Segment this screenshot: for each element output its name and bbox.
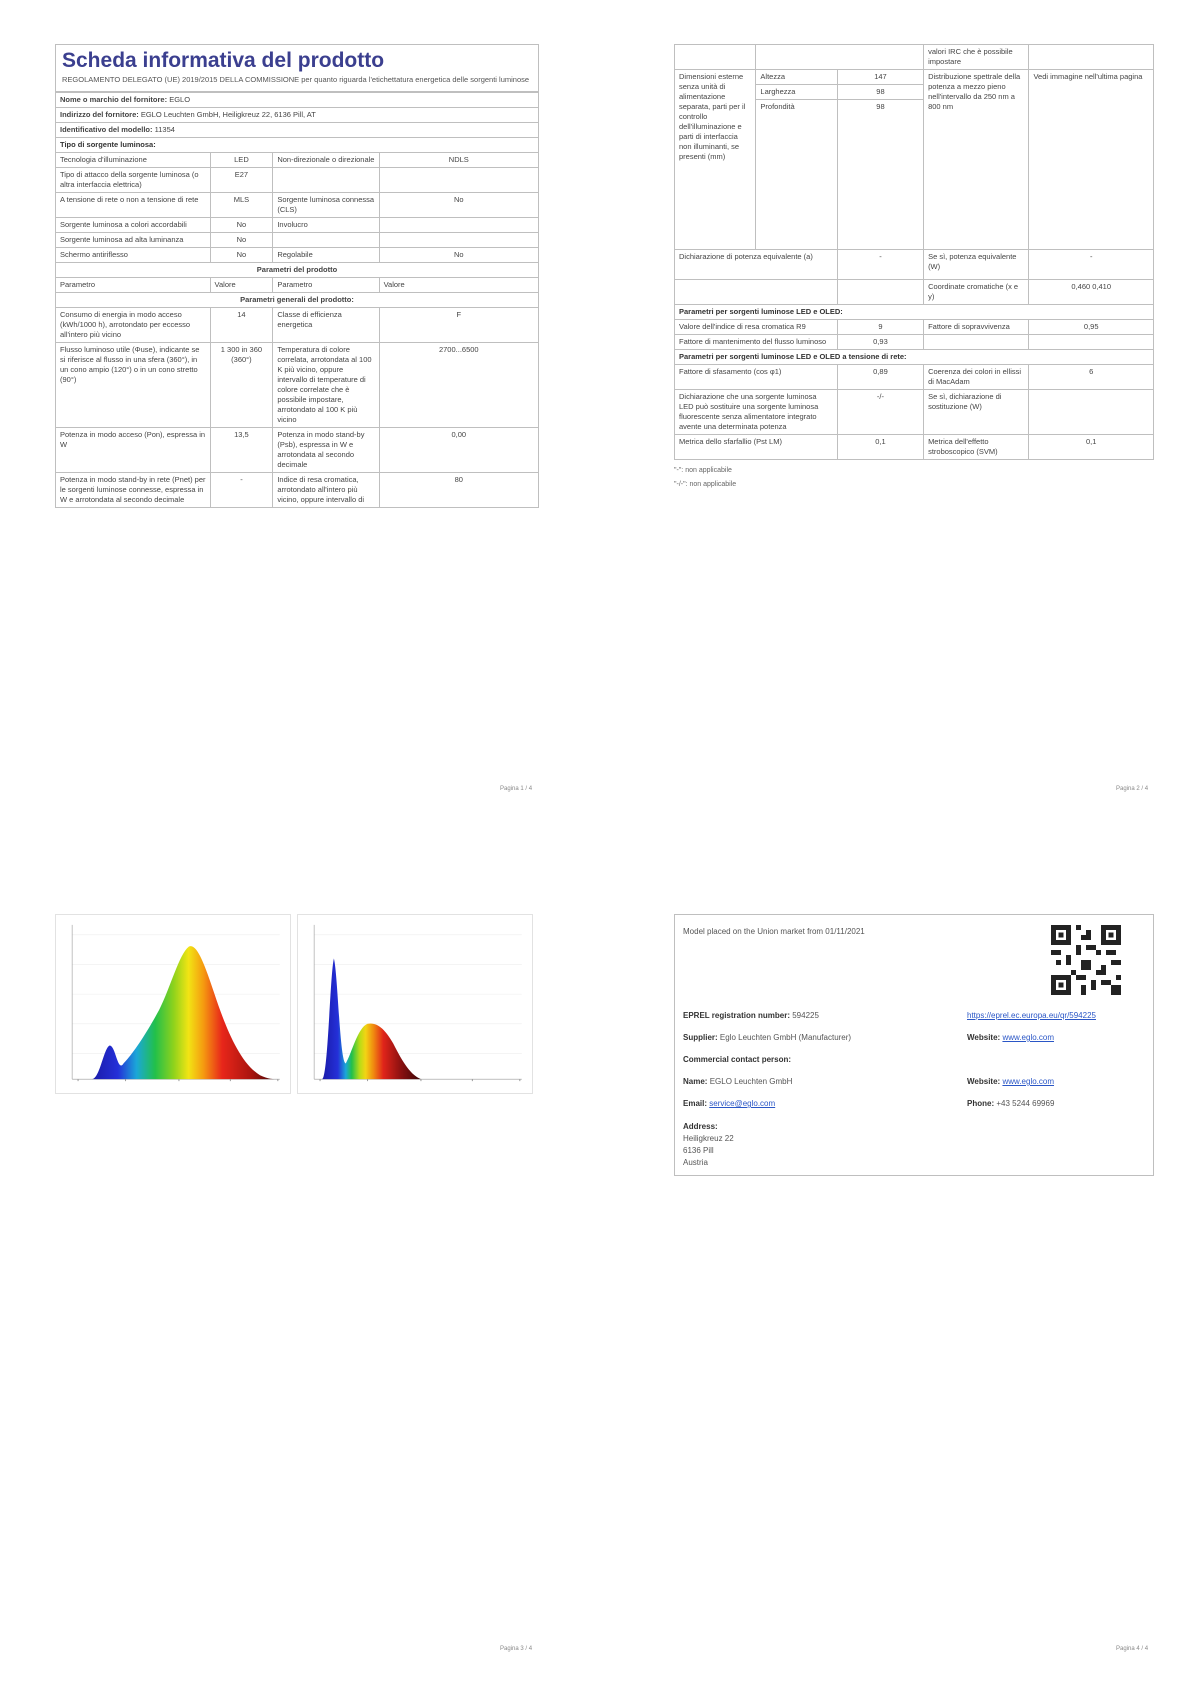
general-row [56, 308, 539, 343]
type-row [56, 218, 539, 233]
led-value-cell: 9 [837, 320, 923, 335]
email-link[interactable]: service@eglo.com [709, 1099, 776, 1108]
led-value-cell [1029, 335, 1154, 350]
dim-depth-value: 98 [837, 100, 923, 250]
general-value-cell: F [379, 308, 538, 343]
website-row [967, 1033, 1054, 1042]
page-2-number: Pagina 2 / 4 [1116, 786, 1149, 792]
dimensions-label: Dimensioni esterne senza unità di alimentazione separata, parti per il controllo dell'illuminazione e parti di interfaccia non illuminanti, se presenti (mm) [675, 70, 756, 250]
general-param-cell: Indice di resa cromatica, arrotondato all'intero più vicino, oppure intervallo di [273, 473, 379, 508]
model-label: Identificativo del modello: [60, 125, 153, 134]
website-label: Website: [967, 1033, 1001, 1042]
spectral-distribution-chart-2 [297, 914, 533, 1094]
supplier-table [55, 92, 539, 508]
general-param-cell: Temperatura di colore correlata, arrotondata al 100 K più vicino, oppure intervallo di temperature di colore correlate che è possibile impostare, arrotondato al 100 K più vicino [273, 343, 379, 428]
led-row [675, 335, 1154, 350]
led-mains-value-cell: 6 [1029, 365, 1154, 390]
type-row [56, 153, 539, 168]
type-value-cell [379, 233, 538, 248]
led-mains-param-cell: Fattore di sfasamento (cos φ1) [675, 365, 838, 390]
contact-name-row [683, 1077, 792, 1086]
col-header-param-1: Parametro [56, 278, 211, 293]
general-param-cell: Classe di efficienza energetica [273, 308, 379, 343]
spectral-distribution-label: Distribuzione spettrale della potenza a mezzo pieno nell'intervallo da 250 nm a 800 nm [924, 70, 1029, 250]
eprel-label: EPREL registration number: [683, 1011, 790, 1020]
address-label: Address: [683, 1122, 718, 1131]
footnotes [674, 464, 1154, 492]
led-mains-value-cell: 0,1 [1029, 435, 1154, 460]
type-param-cell [273, 233, 379, 248]
led-param-cell: Valore dell'indice di resa cromatica R9 [675, 320, 838, 335]
supplier-name-label: Nome o marchio del fornitore: [60, 95, 168, 104]
led-param-cell [924, 335, 1029, 350]
page-1-header [55, 44, 539, 92]
dim-height-value: 147 [837, 70, 923, 85]
general-row [56, 473, 539, 508]
general-params-heading: Parametri generali del prodotto: [56, 293, 539, 308]
regulation-subtitle: REGOLAMENTO DELEGATO (UE) 2019/2015 DELLA COMMISSIONE per quanto riguarda l'etichettatura energetica delle sorgenti luminose [62, 75, 530, 84]
type-param-cell: A tensione di rete o non a tensione di rete [56, 193, 211, 218]
equivalent-power-w-label: Se sì, potenza equivalente (W) [924, 250, 1029, 280]
general-param-cell: Potenza in modo stand-by in rete (Pnet) per le sorgenti luminose connesse, espressa in W e arrotondata al secondo decimale [56, 473, 211, 508]
equivalent-power-w-value: - [1029, 250, 1154, 280]
phone-value: +43 5244 69969 [996, 1099, 1055, 1108]
led-mains-param-cell: Metrica dell'effetto stroboscopico (SVM) [924, 435, 1029, 460]
qr-code[interactable] [1051, 925, 1121, 995]
type-param-cell: Sorgente luminosa a colori accordabili [56, 218, 211, 233]
general-value-cell: 1 300 in 360 (360°) [210, 343, 273, 428]
type-value-cell: No [210, 218, 273, 233]
type-value-cell: No [379, 193, 538, 218]
type-param-cell [273, 168, 379, 193]
led-param-cell: Fattore di mantenimento del flusso luminoso [675, 335, 838, 350]
page-4-number: Pagina 4 / 4 [1116, 1646, 1149, 1652]
led-mains-row [675, 390, 1154, 435]
dim-width-label: Larghezza [756, 85, 837, 100]
supplier-address-label: Indirizzo del fornitore: [60, 110, 139, 119]
type-row [56, 233, 539, 248]
type-value-cell: MLS [210, 193, 273, 218]
general-param-cell: Consumo di energia in modo acceso (kWh/1000 h), arrotondato per eccesso all'intero più vicino [56, 308, 211, 343]
dim-depth-label: Profondità [756, 100, 837, 250]
page-2 [674, 44, 1154, 492]
contact-website-label: Website: [967, 1077, 1001, 1086]
spectrum-curve-2 [322, 959, 421, 1080]
chromaticity-value: 0,460 0,410 [1029, 280, 1154, 305]
supplier-label: Supplier: [683, 1033, 718, 1042]
footnote-1: "-": non applicabile [674, 467, 732, 474]
general-row [56, 428, 539, 473]
general-value-cell: 0,00 [379, 428, 538, 473]
dim-width-value: 98 [837, 85, 923, 100]
website-link[interactable]: www.eglo.com [1002, 1033, 1055, 1042]
blank-cell [675, 280, 838, 305]
spectral-distribution-chart-1 [55, 914, 291, 1094]
led-params-heading: Parametri per sorgenti luminose LED e OLED: [675, 305, 1154, 320]
col-header-param-2: Parametro [273, 278, 379, 293]
type-rows [56, 153, 539, 263]
email-label: Email: [683, 1099, 708, 1108]
led-mains-param-cell: Dichiarazione che una sorgente luminosa LED può sostituire una sorgente luminosa fluorescente senza alimentatore integrato avente una determinata potenza [675, 390, 838, 435]
page-1-number: Pagina 1 / 4 [500, 786, 533, 792]
led-param-cell: Fattore di sopravvivenza [924, 320, 1029, 335]
general-param-cell: Potenza in modo acceso (Pon), espressa in W [56, 428, 211, 473]
product-params-heading: Parametri del prodotto [56, 263, 539, 278]
type-value-cell: No [210, 233, 273, 248]
supplier-name: EGLO [169, 95, 191, 104]
general-param-cell: Flusso luminoso utile (Φuse), indicante se si riferisce al flusso in una sfera (360°), in un cono ampio (120°) o in un cono stretto (90°) [56, 343, 211, 428]
general-rows [56, 308, 539, 508]
led-mains-row [675, 435, 1154, 460]
top-row-cell [756, 45, 924, 70]
equivalent-power-value: - [837, 250, 923, 280]
type-param-cell: Tipo di attacco della sorgente luminosa (o altra interfaccia elettrica) [56, 168, 211, 193]
spectrum-curve-1 [92, 946, 278, 1079]
general-value-cell: 2700...6500 [379, 343, 538, 428]
chart-2-grid [314, 935, 522, 1054]
led-mains-param-cell: Coerenza dei colori in ellissi di MacAdam [924, 365, 1029, 390]
type-row [56, 168, 539, 193]
contact-name: EGLO Leuchten GmbH [709, 1077, 793, 1086]
top-row-cell [675, 45, 756, 70]
led-value-cell: 0,95 [1029, 320, 1154, 335]
email-row [683, 1099, 775, 1108]
blank-cell [837, 280, 923, 305]
chromaticity-label: Coordinate cromatiche (x e y) [924, 280, 1029, 305]
address-line-3: Austria [683, 1158, 708, 1167]
contact-website-row [967, 1077, 1054, 1086]
type-value-cell: No [379, 248, 538, 263]
page-3 [55, 914, 539, 1094]
address-block [683, 1121, 734, 1169]
model-id: 11354 [154, 125, 175, 134]
led-mains-param-cell: Se sì, dichiarazione di sostituzione (W) [924, 390, 1029, 435]
eprel-number: 594225 [792, 1011, 819, 1020]
led-mains-row [675, 365, 1154, 390]
led-rows [675, 320, 1154, 350]
led-mains-value-cell: 0,89 [837, 365, 923, 390]
type-value-cell: No [210, 248, 273, 263]
phone-row [967, 1099, 1054, 1108]
eprel-link[interactable]: https://eprel.ec.europa.eu/qr/594225 [967, 1011, 1096, 1020]
contact-website-link[interactable]: www.eglo.com [1002, 1077, 1055, 1086]
general-param-cell: Potenza in modo stand-by (Psb), espressa in W e arrotondata al secondo decimale [273, 428, 379, 473]
col-header-value-2: Valore [379, 278, 538, 293]
led-mains-value-cell: 0,1 [837, 435, 923, 460]
page-1 [55, 44, 539, 508]
supplier-value: Eglo Leuchten GmbH (Manufacturer) [719, 1033, 852, 1042]
type-value-cell [379, 168, 538, 193]
top-row-cri-note: valori IRC che è possibile impostare [924, 45, 1029, 70]
type-param-cell: Sorgente luminosa ad alta luminanza [56, 233, 211, 248]
general-value-cell: 14 [210, 308, 273, 343]
type-row [56, 193, 539, 218]
led-mains-param-cell: Metrica dello sfarfallio (Pst LM) [675, 435, 838, 460]
phone-label: Phone: [967, 1099, 995, 1108]
led-row [675, 320, 1154, 335]
general-row [56, 343, 539, 428]
eprel-row [683, 1011, 819, 1020]
type-param-cell: Non-direzionale o direzionale [273, 153, 379, 168]
top-row-cell [1029, 45, 1154, 70]
page-title: Scheda informativa del prodotto [62, 49, 385, 72]
light-source-type-heading: Tipo di sorgente luminosa: [56, 138, 539, 153]
equivalent-power-label: Dichiarazione di potenza equivalente (a) [675, 250, 838, 280]
type-value-cell: E27 [210, 168, 273, 193]
type-param-cell: Schermo antiriflesso [56, 248, 211, 263]
supplier-address-row [56, 108, 539, 123]
general-value-cell: - [210, 473, 273, 508]
page-4 [674, 914, 1154, 1176]
general-value-cell: 13,5 [210, 428, 273, 473]
general-value-cell: 80 [379, 473, 538, 508]
page-2-table [674, 44, 1154, 460]
type-param-cell: Regolabile [273, 248, 379, 263]
spectral-distribution-value: Vedi immagine nell'ultima pagina [1029, 70, 1154, 250]
model-row [56, 123, 539, 138]
type-value-cell: NDLS [379, 153, 538, 168]
led-mains-params-heading: Parametri per sorgenti luminose LED e OLED a tensione di rete: [675, 350, 1154, 365]
led-mains-value-cell: -/- [837, 390, 923, 435]
led-mains-value-cell [1029, 390, 1154, 435]
led-value-cell: 0,93 [837, 335, 923, 350]
address-line-2: 6136 Pill [683, 1146, 714, 1155]
footnote-2: "-/-": non applicabile [674, 481, 737, 488]
contact-name-label: Name: [683, 1077, 708, 1086]
type-row [56, 248, 539, 263]
led-mains-rows [675, 365, 1154, 460]
supplier-name-row [56, 93, 539, 108]
type-value-cell [379, 218, 538, 233]
page-3-number: Pagina 3 / 4 [500, 1646, 533, 1652]
supplier-row [683, 1033, 851, 1042]
type-value-cell: LED [210, 153, 273, 168]
dim-height-label: Altezza [756, 70, 837, 85]
col-header-value-1: Valore [210, 278, 273, 293]
type-param-cell: Sorgente luminosa connessa (CLS) [273, 193, 379, 218]
supplier-address: EGLO Leuchten GmbH, Heiligkreuz 22, 6136 Pill, AT [140, 110, 316, 119]
model-placed-date: Model placed on the Union market from 01/11/2021 [683, 927, 865, 936]
contact-heading: Commercial contact person: [683, 1055, 792, 1064]
type-param-cell: Involucro [273, 218, 379, 233]
address-line-1: Heiligkreuz 22 [683, 1134, 734, 1143]
type-param-cell: Tecnologia d'illuminazione [56, 153, 211, 168]
